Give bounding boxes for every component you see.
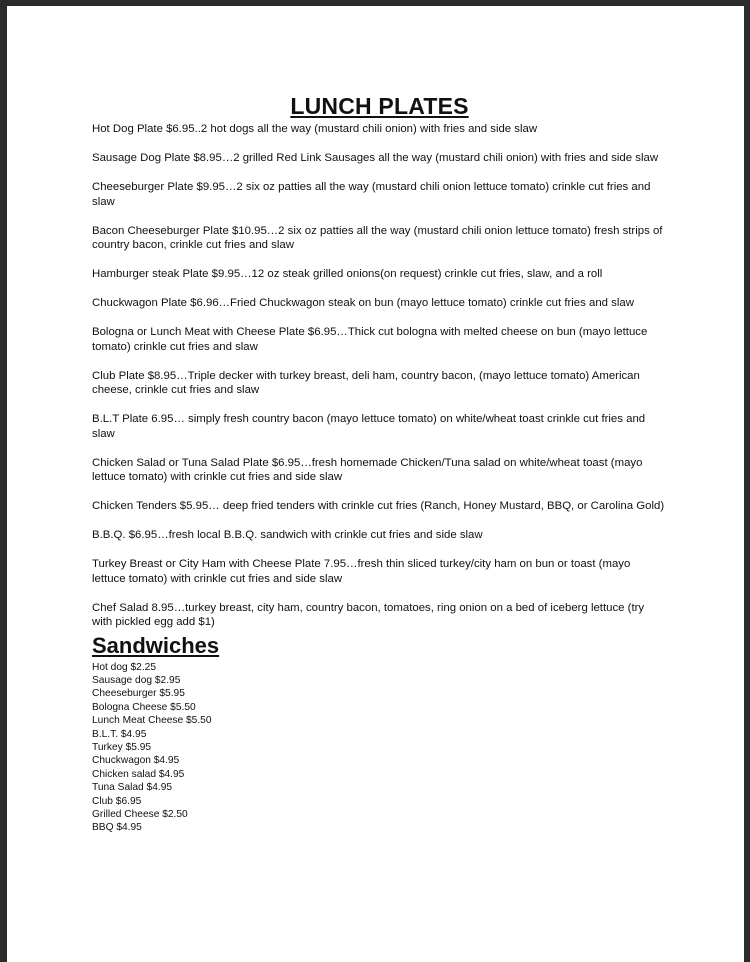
sandwich-item: Tuna Salad $4.95	[92, 782, 173, 794]
sandwich-item: Chicken salad $4.95	[92, 768, 185, 780]
lunch-plate-item: B.B.Q. $6.95…fresh local B.B.Q. sandwich with crinkle cut fries and side slaw	[92, 529, 483, 541]
sandwich-item: Turkey $5.95	[92, 741, 152, 753]
lunch-plate-item: Cheeseburger Plate $9.95…2 six oz patties all the way (mustard chili onion lettuce tomato) crinkle cut fries and slaw	[92, 181, 651, 208]
lunch-plate-item: Chef Salad 8.95…turkey breast, city ham, country bacon, tomatoes, ring onion on a bed of iceberg lettuce (try with pickled egg add $1)	[92, 601, 645, 628]
lunch-plate-item: Chuckwagon Plate $6.96…Fried Chuckwagon steak on bun (mayo lettuce tomato) crinkle cut fries and slaw	[92, 297, 634, 309]
lunch-plate-item: Chicken Salad or Tuna Salad Plate $6.95…fresh homemade Chicken/Tuna salad on white/wheat toast (mayo lettuce tomato) with crinkle cut fries and side slaw	[92, 456, 643, 483]
document-page	[7, 6, 744, 962]
lunch-plates-title: LUNCH PLATES	[290, 93, 469, 119]
lunch-plate-item: Turkey Breast or City Ham with Cheese Plate 7.95…fresh thin sliced turkey/city ham on bun or toast (mayo lettuce tomato) with crinkle cut fries and side slaw	[92, 558, 631, 585]
lunch-plate-item: Hot Dog Plate $6.95..2 hot dogs all the way (mustard chili onion) with fries and side slaw	[92, 123, 538, 135]
sandwich-item: BBQ $4.95	[92, 822, 142, 834]
sandwich-item: Sausage dog $2.95	[92, 674, 181, 686]
lunch-plate-item: Bologna or Lunch Meat with Cheese Plate $6.95…Thick cut bologna with melted cheese on bun (mayo lettuce tomato) crinkle cut fries and slaw	[92, 326, 648, 353]
sandwich-item: B.L.T. $4.95	[92, 728, 147, 740]
sandwich-item: Grilled Cheese $2.50	[92, 808, 188, 820]
sandwiches-title: Sandwiches	[92, 632, 220, 658]
lunch-plate-item: Bacon Cheeseburger Plate $10.95…2 six oz patties all the way (mustard chili onion lettuce tomato) fresh strips of country bacon, crinkle cut fries and slaw	[92, 224, 663, 251]
sandwich-item: Cheeseburger $5.95	[92, 688, 185, 700]
sandwich-item: Lunch Meat Cheese $5.50	[92, 715, 212, 727]
menu-content	[92, 92, 667, 835]
lunch-plate-item: Sausage Dog Plate $8.95…2 grilled Red Link Sausages all the way (mustard chili onion) with fries and side slaw	[92, 152, 659, 164]
sandwich-item: Bologna Cheese $5.50	[92, 701, 196, 713]
sandwich-item: Club $6.95	[92, 795, 142, 807]
lunch-plate-item: Club Plate $8.95…Triple decker with turkey breast, deli ham, country bacon, (mayo lettuce tomato) American cheese, crinkle cut fries and slaw	[92, 369, 640, 396]
lunch-plates-list	[92, 122, 667, 630]
sandwich-item: Hot dog $2.25	[92, 661, 157, 673]
sandwich-item: Chuckwagon $4.95	[92, 755, 180, 767]
lunch-plate-item: B.L.T Plate 6.95… simply fresh country bacon (mayo lettuce tomato) on white/wheat toast crinkle cut fries and slaw	[92, 413, 646, 440]
lunch-plate-item: Chicken Tenders $5.95… deep fried tenders with crinkle cut fries (Ranch, Honey Mustard, BBQ, or Carolina Gold)	[92, 500, 665, 512]
sandwiches-list	[92, 661, 667, 835]
lunch-plate-item: Hamburger steak Plate $9.95…12 oz steak grilled onions(on request) crinkle cut fries, slaw, and a roll	[92, 268, 603, 280]
